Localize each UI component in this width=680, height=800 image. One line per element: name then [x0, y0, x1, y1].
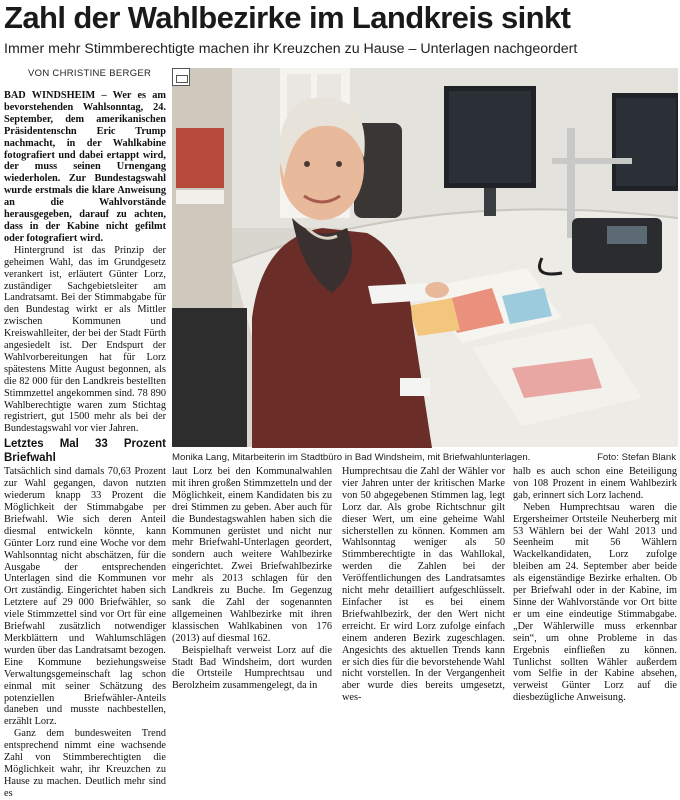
article-column-4 — [513, 466, 677, 704]
body-paragraph: Beispielhaft verweist Lorz auf die Stadt Bad Windsheim, dort wurden die Ortsteile Humprechtsau und Berolzheim zusammengelegt, da in — [172, 644, 332, 692]
body-paragraph: Hintergrund ist das Prinzip der geheimen Wahl, das im Grundgesetz verankert ist, erläutert Günter Lorz, zuständiger Sachgebietsleiter am Landratsamt. Bei der Stimmabgabe für den Bundestag wirkt er als Mittler zwischen Kommunen und Kreiswahlleiter, der bei der Stadt Fürth angesiedelt ist. Der Endspurt der Wahlvorbereitungen hat für Lorz spätestens Mitte August begonnen, als die 82 000 für den Landkreis bestellten Stimmzettel angekommen sind. 78 890 Wahlberechtigte waren zum Stichtag registriert, gut 1500 mehr als bei der Bundestagswahl vor vier Jahren. — [4, 244, 166, 435]
subheading: Letztes Mal 33 Prozent Briefwahl — [4, 438, 166, 465]
article-photo — [172, 68, 678, 447]
body-paragraph: laut Lorz bei den Kommunalwahlen mit ihren großen Stimmzetteln und der Möglichkeit, einem Kandidaten bis zu drei Stimmen zu geben. Aber auch für die Bundestagswahlen haben sich die Kommunen gerüstet und nicht nur mehr Briefwahl-Unterlagen geordert, sondern auch weitere Wahlbezirke eingerichtet. Zwei Briefwahlbezirke mehr als 2013 schlagen für den Landkreis zu Buche. Im Gegenzug sank die Zahl der sogenannten allgemeinen Wahlbezirke mit ihren klassischen Wahlkabinen von 176 (2013) auf diesmal 162. — [172, 466, 332, 644]
headline: Zahl der Wahlbezirke im Landkreis sinkt — [4, 0, 571, 35]
caption-text: Monika Lang, Mitarbeiterin im Stadtbüro in Bad Windsheim, mit Briefwahlunterlagen. — [172, 452, 531, 463]
article-column-2 — [172, 466, 332, 692]
lead-paragraph: BAD WINDSHEIM – Wer es am bevorstehenden Wahlsonntag, 24. September, dem amerikanischen Präsidentenschn Eric Trump nachmacht, in der Wahlkabine fotografiert und dabei ertappt wird, der muss seinen Urnengang wiederholen. Zur Bundestagswahl wurde erstmals die klare Anweisung an die Wahlvorstände herausgegeben, darauf zu achten, dass in der Kabine nicht gefilmt oder fotografiert wird. — [4, 90, 166, 244]
byline: VON CHRISTINE BERGER — [28, 68, 152, 79]
subheadline: Immer mehr Stimmberechtigte machen ihr Kreuzchen zu Hause – Unterlagen nachgeordert — [4, 41, 578, 57]
article-column-1 — [4, 90, 166, 799]
photo-caption — [172, 452, 678, 464]
article-column-3 — [342, 466, 505, 704]
photo-credit: Foto: Stefan Blank — [597, 452, 676, 463]
body-paragraph: Ganz dem bundesweiten Trend entsprechend nimmt eine wachsende Zahl von Stimmberechtigten die Möglichkeit wahr, ihr Kreuzchen zu Hause zu machen. Deutlich mehr sind es — [4, 728, 166, 799]
body-paragraph: halb es auch schon eine Beteiligung von 108 Prozent in einem Wahlbezirk gab, erinnert sich Lorz lachend. — [513, 466, 677, 501]
body-paragraph: Tatsächlich sind damals 70,63 Prozent zur Wahl gegangen, davon nutzten wiederum knapp 33 Prozent die Möglichkeit der Stimmabgabe per Briefwahl. Wie sich deren Anteil diesmal entwickeln könnte, kann Günter Lorz rund eine Woche vor dem Wahlsonntag nicht abschätzen, für die Ausgabe der entsprechenden Unterlagen sind die Kommunen vor Ort zuständig. Eingerichtet haben sich Letztere auf 29 000 Briefwähler, so viele Stimmzettel sind vor Ort für eine Briefwahl zusätzlich notwendiger Merkblättern und Wahlumschlägen wurden über das Landratsamt bezogen. Eine Kommune beziehungsweise Verwaltungsgemeinschaft lag schon einmal mit seiner Schätzung des potenziellen Briefwähler-Anteils daneben und musste nachbestellen, erzählt Lorz. — [4, 466, 166, 728]
photo-gallery-icon — [172, 68, 190, 86]
body-paragraph: Neben Humprechtsau waren die Ergersheimer Ortsteile Neuherberg mit 53 Wählern bei der Wahl 2013 und Seenheim mit 56 Wählern Wackelkandidaten, Lorz zufolge bleiben am 24. September aber beide als eigenständige Bezirke erhalten. Ob per Briefwahl oder in der Kabine, im Sinne der Wahlvorstände vor Ort bitte er um eine eindeutige Stimmabgabe. „Der Wählerwille muss erkennbar sein“, um ohne Probleme in das Ergebnis einfließen zu können. Tunlichst sollten Wähler außerdem vom Selfie in der Kabine absehen, verweist Günter Lorz auf die diesbezügliche Anweisung. — [513, 501, 677, 704]
body-paragraph: Humprechtsau die Zahl der Wähler vor vier Jahren unter der kritischen Marke von 50 abgegebenen Stimmen lag, legt Lorz dar. Als grobe Richtschnur gilt dieser Wert, um eine geheime Wahl sicherstellen zu können. Kommen am Wahlsonntag weniger als 50 Stimmberechtigte in das Wahllokal, werden die Zahlen bei der Veröffentlichungen des Landratsamtes nicht mehr detailliert aufgeschlüsselt. Einfacher ist es bei einem Briefwahlbezirk, der den Wert nicht erreicht. Er wird Lorz zufolge einfach einem anderen Bezirk zugeschlagen. Angesichts des aktuellen Trends kann er sich dies für die bevorstehende Wahl nicht vorstellen. In der Vergangenheit aber wurde dies bereits umgesetzt, wes- — [342, 466, 505, 704]
